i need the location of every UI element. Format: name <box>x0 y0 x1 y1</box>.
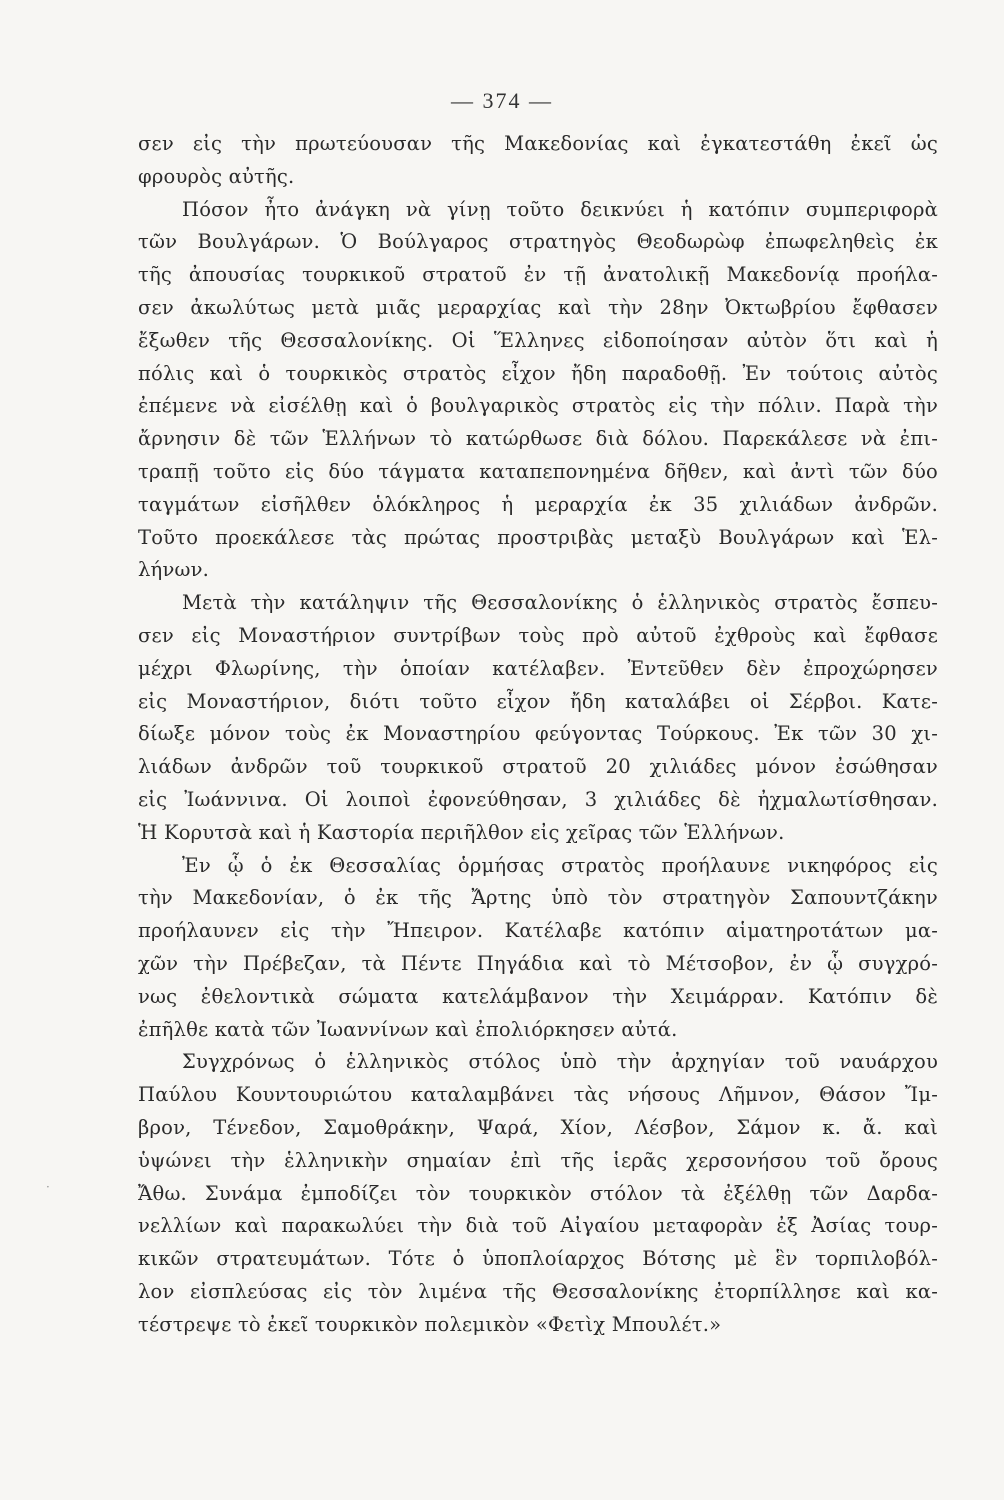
text-line: τῶν Βουλγάρων. Ὁ Βούλγαρος στρατηγὸς Θεοδωρὼφ ἐπωφεληθεὶς ἐκ <box>138 230 938 254</box>
text-line: τῆς ἀπουσίας τουρκικοῦ στρατοῦ ἐν τῇ ἀνατολικῇ Μακεδονίᾳ προήλα- <box>138 263 938 287</box>
text-line: χῶν τὴν Πρέβεζαν, τὰ Πέντε Πηγάδια καὶ τὸ Μέτσοβον, ἐν ᾧ συγχρό- <box>138 951 938 975</box>
paragraph-start-line: Πόσον ἦτο ἀνάγκη νὰ γίνῃ τοῦτο δεικνύει ἡ κατόπιν συμπεριφορὰ <box>182 197 938 221</box>
text-line: ταγμάτων εἰσῆλθεν ὁλόκληρος ἡ μεραρχία ἐκ 35 χιλιάδων ἀνδρῶν. <box>138 492 938 516</box>
margin-speck: · <box>46 1180 50 1194</box>
paragraph-start-line: Μετὰ τὴν κατάληψιν τῆς Θεσσαλονίκης ὁ ἑλληνικὸς στρατὸς ἔσπευ- <box>182 591 938 615</box>
text-line: Τοῦτο προεκάλεσε τὰς πρώτας προστριβὰς μεταξὺ Βουλγάρων καὶ Ἑλ- <box>138 525 938 549</box>
text-line: εἰς Ἰωάννινα. Οἱ λοιποὶ ἐφονεύθησαν, 3 χιλιάδες δὲ ἠχμαλωτίσθησαν. <box>138 787 938 811</box>
text-line: ἄρνησιν δὲ τῶν Ἑλλήνων τὸ κατώρθωσε διὰ δόλου. Παρεκάλεσε νὰ ἐπι- <box>138 427 938 451</box>
text-line: τὴν Μακεδονίαν, ὁ ἐκ τῆς Ἄρτης ὑπὸ τὸν στρατηγὸν Σαπουντζάκην <box>138 886 938 910</box>
text-line: Παύλου Κουντουριώτου καταλαμβάνει τὰς νήσους Λῆμνον, Θάσον Ἴμ- <box>138 1083 938 1107</box>
text-line: βρον, Τένεδον, Σαμοθράκην, Ψαρά, Χίον, Λέσβον, Σάμον κ. ἄ. καὶ <box>138 1115 938 1139</box>
text-line: νως ἐθελοντικὰ σώματα κατελάμβανον τὴν Χειμάρραν. Κατόπιν δὲ <box>138 984 938 1008</box>
text-line: τραπῇ τοῦτο εἰς δύο τάγματα καταπεπονημένα δῆθεν, καὶ ἀντὶ τῶν δύο <box>138 459 938 483</box>
text-line: φρουρὸς αὐτῆς. <box>138 164 295 188</box>
text-line: σεν ἀκωλύτως μετὰ μιᾶς μεραρχίας καὶ τὴν 28ην Ὀκτωβρίου ἔφθασεν <box>138 295 938 319</box>
text-line: κικῶν στρατευμάτων. Τότε ὁ ὑποπλοίαρχος Βότσης μὲ ἓν τορπιλοβόλ- <box>138 1247 938 1271</box>
page-number: — 374 — <box>451 88 553 113</box>
text-line: νελλίων καὶ παρακωλύει τὴν διὰ τοῦ Αἰγαίου μεταφορὰν ἐξ Ἀσίας τουρ- <box>138 1214 938 1238</box>
text-line: Ἡ Κορυτσὰ καὶ ἡ Καστορία περιῆλθον εἰς χεῖρας τῶν Ἑλλήνων. <box>138 820 785 844</box>
text-line: εἰς Μοναστήριον, διότι τοῦτο εἶχον ἤδη καταλάβει οἱ Σέρβοι. Κατε- <box>138 689 938 713</box>
text-line: δίωξε μόνον τοὺς ἐκ Μοναστηρίου φεύγοντας Τούρκους. Ἐκ τῶν 30 χι- <box>138 722 938 746</box>
text-line: μέχρι Φλωρίνης, τὴν ὁποίαν κατέλαβεν. Ἐντεῦθεν δὲν ἐπροχώρησεν <box>138 656 938 680</box>
text-line: ἐπῆλθε κατὰ τῶν Ἰωαννίνων καὶ ἐπολιόρκησεν αὐτά. <box>138 1017 678 1041</box>
text-line: πόλις καὶ ὁ τουρκικὸς στρατὸς εἶχον ἤδη παραδοθῇ. Ἐν τούτοις αὐτὸς <box>138 361 938 385</box>
text-line: τέστρεψε τὸ ἐκεῖ τουρκικὸν πολεμικὸν «Φετὶχ Μπουλέτ.» <box>138 1312 722 1336</box>
text-line: ἔξωθεν τῆς Θεσσαλονίκης. Οἱ Ἕλληνες εἰδοποίησαν αὐτὸν ὅτι καὶ ἡ <box>138 328 938 352</box>
text-line: σεν εἰς Μοναστήριον συντρίβων τοὺς πρὸ αὐτοῦ ἐχθροὺς καὶ ἔφθασε <box>138 623 938 647</box>
text-line: ὑψώνει τὴν ἑλληνικὴν σημαίαν ἐπὶ τῆς ἱερᾶς χερσονήσου τοῦ ὄρους <box>138 1148 938 1172</box>
paragraph-start-line: Συγχρόνως ὁ ἑλληνικὸς στόλος ὑπὸ τὴν ἀρχηγίαν τοῦ ναυάρχου <box>182 1050 938 1074</box>
text-line: προήλαυνεν εἰς τὴν Ἤπειρον. Κατέλαβε κατόπιν αἱματηροτάτων μα- <box>138 919 938 943</box>
body-text <box>138 128 938 1341</box>
text-line: λιάδων ἀνδρῶν τοῦ τουρκικοῦ στρατοῦ 20 χιλιάδες μόνον ἐσώθησαν <box>138 755 938 779</box>
paragraph-start-line: Ἐν ᾧ ὁ ἐκ Θεσσαλίας ὁρμήσας στρατὸς προήλαυνε νικηφόρος εἰς <box>182 853 938 877</box>
text-line: Ἄθω. Συνάμα ἐμποδίζει τὸν τουρκικὸν στόλον τὰ ἐξέλθῃ τῶν Δαρδα- <box>138 1181 938 1205</box>
text-line: λον εἰσπλεύσας εἰς τὸν λιμένα τῆς Θεσσαλονίκης ἐτορπίλλησε καὶ κα- <box>138 1279 938 1303</box>
text-line: λήνων. <box>138 558 210 582</box>
text-line: σεν εἰς τὴν πρωτεύουσαν τῆς Μακεδονίας καὶ ἐγκατεστάθη ἐκεῖ ὡς <box>138 132 938 155</box>
text-line: ἐπέμενε νὰ εἰσέλθῃ καὶ ὁ βουλγαρικὸς στρατὸς εἰς τὴν πόλιν. Παρὰ τὴν <box>138 394 938 418</box>
